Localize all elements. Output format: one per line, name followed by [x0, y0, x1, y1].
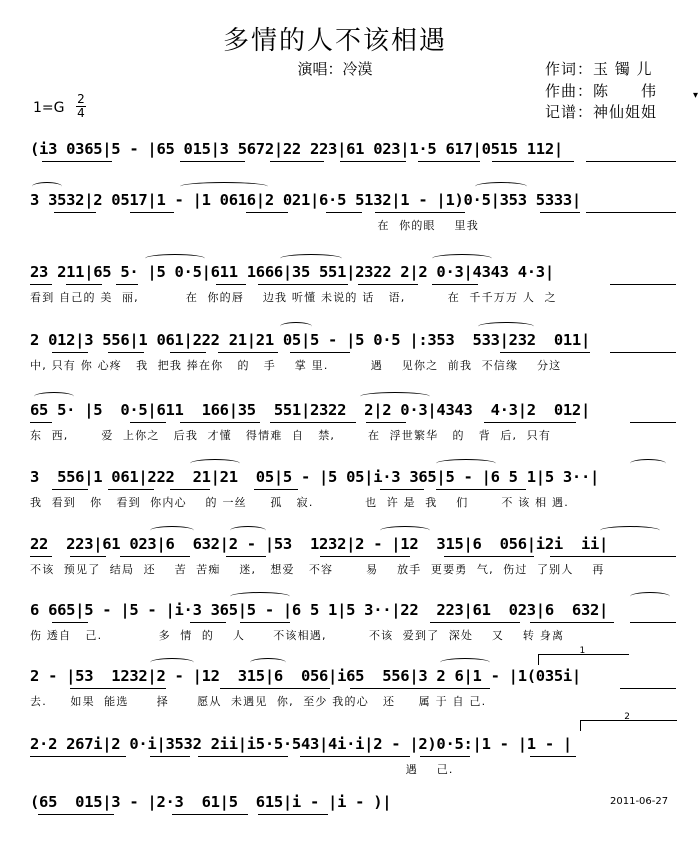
beat-underline	[530, 756, 576, 757]
tie-slur	[436, 459, 496, 468]
beat-underline	[610, 352, 676, 353]
beat-underline	[240, 622, 290, 623]
beat-underline	[444, 556, 534, 557]
beat-underline	[540, 212, 580, 213]
score-row-4	[30, 328, 680, 388]
tie-slur	[380, 526, 430, 535]
lyricist-credit: 作词：玉 镯 儿	[545, 60, 653, 78]
beat-underline	[254, 489, 298, 490]
singer-credit: 演唱：冷漠	[297, 60, 373, 78]
tie-slur	[432, 254, 492, 263]
score-row-7	[30, 532, 680, 592]
tie-slur	[150, 526, 194, 535]
time-signature	[76, 94, 86, 119]
tie-slur	[478, 322, 534, 331]
beat-underline	[220, 688, 330, 689]
beat-underline	[108, 489, 154, 490]
tie-slur	[230, 526, 266, 535]
notation-line: 22 223|61 023|6 632|2 - |53 1232|2 - |12 315|6 056|i2i ii|	[30, 535, 609, 553]
beat-underline	[300, 756, 410, 757]
lyric-line	[30, 167, 680, 183]
ending-number-second: 2	[624, 712, 630, 722]
beat-underline	[350, 688, 490, 689]
beat-underline	[258, 814, 328, 815]
beat-underline	[108, 352, 144, 353]
beat-underline	[52, 622, 88, 623]
lyric-line: 不该 预见了 结局 还 苦 苦痴 迷, 想爱 不容 易 放手 更要勇 气, 伤过 了别人 再	[30, 563, 605, 576]
beat-underline	[320, 556, 410, 557]
tie-slur	[360, 392, 430, 401]
beat-underline	[432, 284, 478, 285]
beat-underline	[358, 284, 418, 285]
beat-underline	[586, 212, 676, 213]
beat-underline	[180, 422, 260, 423]
meter-top: 2	[77, 92, 85, 106]
beat-underline	[270, 161, 324, 162]
beat-underline	[30, 284, 52, 285]
beat-underline	[258, 284, 348, 285]
beat-underline	[226, 556, 266, 557]
beat-underline	[418, 161, 480, 162]
beat-underline	[52, 352, 88, 353]
tie-slur	[145, 254, 205, 263]
beat-underline	[380, 489, 424, 490]
beat-underline	[130, 212, 174, 213]
lyric-line: 东 西, 爱 上你之 后我 才懂 得情难 自 禁, 在 浮世繁华 的 背 后, 只有	[30, 429, 552, 442]
beat-underline	[326, 212, 362, 213]
lyric-line	[30, 820, 680, 836]
lyric-line: 在 你的眼 里我	[30, 219, 479, 232]
meter-bottom: 4	[77, 106, 85, 120]
lyric-line: 看到 自己的 美 丽, 在 你的唇 边我 听懂 未说的 话 语, 在 千千万万 人 之	[30, 291, 557, 304]
beat-underline	[66, 284, 102, 285]
notation-line: 6 665|5 - |5 - |i·3 365|5 - |6 5 1|5 3··|22 223|61 023|6 632|	[30, 601, 609, 619]
lyric-line: 我 看到 你 看到 你内心 的 一丝 孤 寂. 也 许 是 我 们 不 该 相 遇.	[30, 496, 569, 509]
beat-underline	[630, 622, 676, 623]
notation-line: 3 3532|2 0517|1 - |1 0616|2 021|6·5 5132|1 - |1)0·5|353 5333|	[30, 191, 581, 209]
tie-slur	[34, 392, 74, 401]
notation-line: 65 5· |5 0·5|611 166|35 551|2322 2|2 0·3|4343 4·3|2 012|	[30, 401, 590, 419]
tie-slur	[600, 526, 660, 535]
ending-number-first: 1	[579, 646, 586, 656]
page-title: 多情的人不该相遇	[222, 26, 447, 56]
notation-line: 2·2 267i|2 0·i|3532 2ii|i5·5·543|4i·i|2 - |2)0·5:|1 - |1 - |	[30, 735, 572, 753]
beat-underline	[116, 284, 138, 285]
beat-underline	[290, 352, 350, 353]
lyric-line: 去. 如果 能选 择 愿从 未遇见 你, 至少 我的心 还 属 于 自 己.	[30, 695, 487, 708]
tie-slur	[630, 592, 670, 601]
beat-underline	[150, 756, 190, 757]
notation-line: 23 211|65 5· |5 0·5|611 1666|35 551|2322 2|2 0·3|4343 4·3|	[30, 263, 554, 281]
beat-underline	[54, 212, 96, 213]
lyric-line: 遇 己.	[30, 763, 454, 776]
notation-line: 2 012|3 556|1 061|222 21|21 05|5 - |5 0·5 |:353 533|232 011|	[30, 331, 590, 349]
beat-underline	[120, 556, 190, 557]
corner-mark: ▾	[693, 90, 699, 101]
notation-line: (i3 0365|5 - |65 015|3 5672|22 223|61 023|1·5 617|0515 112|	[30, 140, 563, 158]
notation-line: 3 556|1 061|222 21|21 05|5 - |5 05|i·3 365|5 - |6 5 1|5 3··|	[30, 468, 600, 486]
beat-underline	[340, 161, 406, 162]
score-row-10	[30, 712, 680, 792]
score-row-5	[30, 398, 680, 458]
beat-underline	[620, 688, 676, 689]
beat-underline	[550, 556, 676, 557]
beat-underline	[586, 161, 676, 162]
notation-line: (65 015|3 - |2·3 61|5 615|i - |i - )|	[30, 793, 392, 811]
tie-slur	[190, 459, 240, 468]
beat-underline	[500, 352, 590, 353]
transcription-date: 2011-06-27	[610, 796, 669, 807]
beat-underline	[610, 284, 676, 285]
beat-underline	[492, 161, 574, 162]
transcriber-credit: 记谱：神仙姐姐	[545, 103, 658, 121]
score-row-9	[30, 646, 680, 724]
tie-slur	[630, 459, 666, 468]
beat-underline	[30, 756, 126, 757]
beat-underline	[430, 622, 520, 623]
composer-credit: 作曲：陈 伟	[545, 82, 658, 100]
beat-underline	[180, 161, 245, 162]
beat-underline	[130, 422, 166, 423]
beat-underline	[170, 352, 206, 353]
beat-underline	[270, 422, 356, 423]
beat-underline	[30, 556, 52, 557]
beat-underline	[70, 688, 166, 689]
tie-slur	[475, 182, 527, 191]
tie-slur	[440, 658, 490, 667]
beat-underline	[70, 556, 106, 557]
beat-underline	[630, 422, 676, 423]
tie-slur	[180, 182, 268, 191]
beat-underline	[52, 489, 88, 490]
beat-underline	[42, 161, 112, 162]
tie-slur	[280, 254, 342, 263]
beat-underline	[366, 422, 406, 423]
lyric-line: 中, 只有 你 心疼 我 把我 捧在你 的 手 掌 里. 遇 见你之 前我 不信缘 分这	[30, 359, 562, 372]
lyric-line: 伤 透自 己. 多 情 的 人 不该相遇, 不该 爱到了 深处 又 转 身离	[30, 629, 565, 642]
tie-slur	[250, 658, 286, 667]
tie-slur	[32, 182, 62, 191]
tie-slur	[230, 592, 290, 601]
beat-underline	[198, 756, 288, 757]
beat-underline	[375, 212, 465, 213]
beat-underline	[170, 489, 210, 490]
beat-underline	[420, 756, 470, 757]
beat-underline	[38, 814, 114, 815]
beat-underline	[484, 422, 576, 423]
tie-slur	[280, 322, 312, 331]
beat-underline	[218, 352, 278, 353]
beat-underline	[436, 489, 526, 490]
beat-underline	[246, 212, 288, 213]
beat-underline	[216, 284, 246, 285]
score-row-11	[30, 790, 680, 850]
score-row-6	[30, 465, 680, 525]
beat-underline	[190, 622, 226, 623]
notation-line: 2 - |53 1232|2 - |12 315|6 056|i65 556|3 2 6|1 - |1(035i|	[30, 667, 581, 685]
beat-underline	[172, 814, 248, 815]
tie-slur	[150, 658, 194, 667]
beat-underline	[530, 622, 614, 623]
score-row-3	[30, 260, 680, 320]
ending-bracket-first	[538, 646, 629, 665]
score-row-2	[30, 188, 680, 248]
key-signature: 1=G	[33, 100, 65, 116]
ending-bracket-second	[580, 712, 677, 731]
beat-underline	[30, 422, 52, 423]
